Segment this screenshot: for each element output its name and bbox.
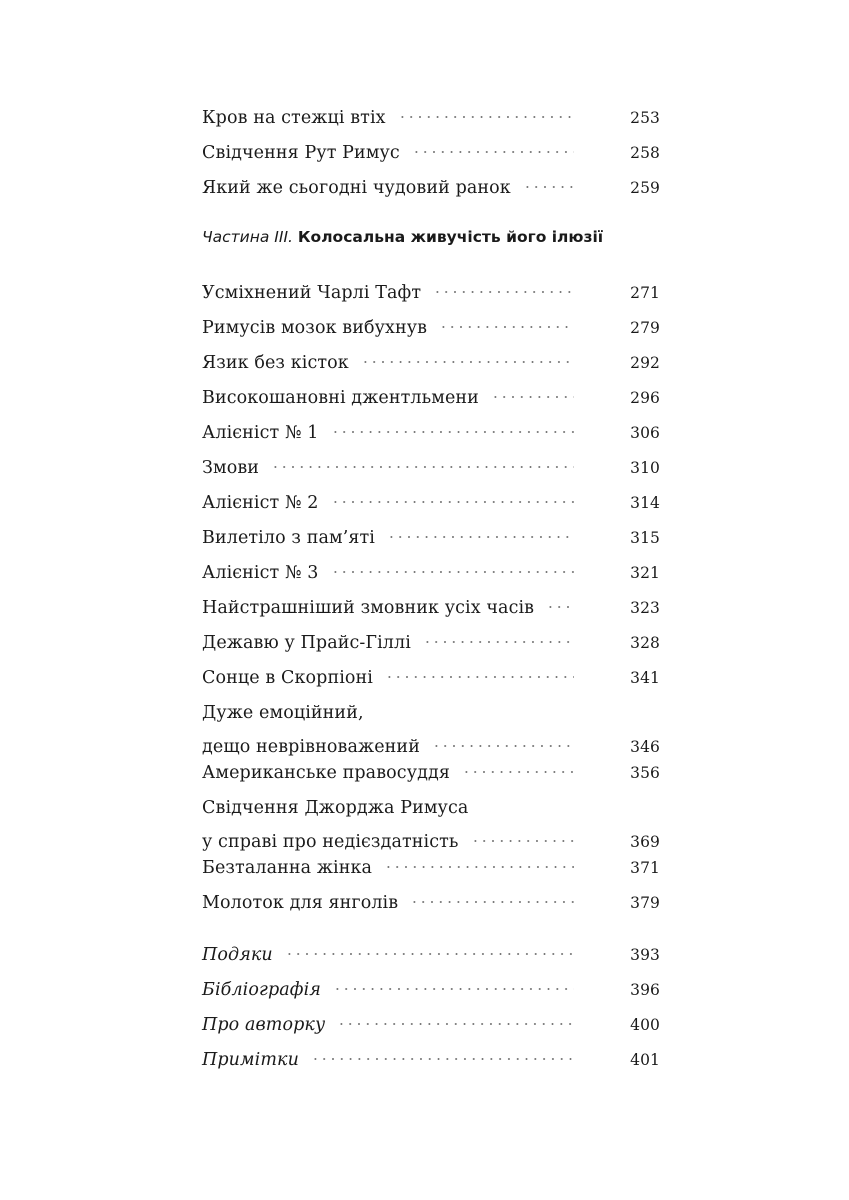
toc-entry-page: 323 xyxy=(630,599,660,617)
dot-leader xyxy=(285,953,574,955)
dot-leader xyxy=(331,501,574,503)
toc-entry-page: 369 xyxy=(630,833,660,851)
toc-entry-title: Подяки xyxy=(202,945,273,965)
toc-entry[interactable] xyxy=(202,591,660,625)
dot-leader xyxy=(384,866,574,868)
toc-entry-page: 306 xyxy=(630,424,660,442)
toc-entry-title: Американське правосуддя xyxy=(202,763,450,783)
dot-leader xyxy=(433,291,574,293)
toc-entry-page: 379 xyxy=(630,894,660,912)
toc-entry-title-line1: Дуже емоційний, xyxy=(202,703,364,723)
toc-entry-title: Усміхнений Чарлі Тафт xyxy=(202,283,422,303)
toc-entry-title: Найстрашніший змовник усіх часів xyxy=(202,598,535,618)
dot-leader xyxy=(387,536,574,538)
toc-entry-page: 393 xyxy=(630,946,660,964)
toc-entry-title: Безталанна жінка xyxy=(202,858,373,878)
toc-entry-page: 400 xyxy=(630,1016,660,1034)
toc-entry-page: 296 xyxy=(630,389,660,407)
toc-entry-page: 396 xyxy=(630,981,660,999)
toc-entry-back-matter[interactable] xyxy=(202,1008,660,1042)
toc-entry-page: 341 xyxy=(630,669,660,687)
toc-entry[interactable] xyxy=(202,886,660,920)
dot-leader xyxy=(398,116,574,118)
toc-entry-page: 371 xyxy=(630,859,660,877)
toc-entry[interactable] xyxy=(202,756,660,790)
toc-entry-title: Який же сьогодні чудовий ранок xyxy=(202,178,511,198)
toc-entry-page: 310 xyxy=(630,459,660,477)
toc-entry[interactable] xyxy=(202,556,660,590)
dot-leader xyxy=(546,606,574,608)
dot-leader xyxy=(331,431,574,433)
toc-entry[interactable] xyxy=(202,486,660,520)
toc-entry-page: 356 xyxy=(630,764,660,782)
toc-entry-title: Алієніст № 1 xyxy=(202,423,319,443)
dot-leader xyxy=(410,901,574,903)
toc-entry[interactable] xyxy=(202,626,660,660)
toc-entry-page: 259 xyxy=(630,179,660,197)
toc-entry-title-line1: Свідчення Джорджа Римуса xyxy=(202,798,469,818)
dot-leader xyxy=(432,745,574,747)
dot-leader xyxy=(462,771,574,773)
toc-entry[interactable] xyxy=(202,661,660,695)
toc-entry-title: Кров на стежці втіх xyxy=(202,108,386,128)
toc-entry[interactable] xyxy=(202,136,660,170)
toc-entry-title: Язик без кісток xyxy=(202,353,349,373)
dot-leader xyxy=(523,186,574,188)
toc-entry[interactable] xyxy=(202,451,660,485)
dot-leader xyxy=(412,151,574,153)
toc-entry-title: Римусів мозок вибухнув xyxy=(202,318,428,338)
toc-entry-page: 279 xyxy=(630,319,660,337)
toc-entry-title: Дежавю у Прайс-Гіллі xyxy=(202,633,411,653)
toc-entry-title: Про авторку xyxy=(202,1015,326,1035)
dot-leader xyxy=(311,1058,574,1060)
toc-entry-title: дещо неврівноважений xyxy=(202,737,420,757)
toc-entry[interactable] xyxy=(202,276,660,310)
toc-entry-page: 328 xyxy=(630,634,660,652)
dot-leader xyxy=(385,676,574,678)
dot-leader xyxy=(333,988,574,990)
toc-entry-title: у справі про недієздатність xyxy=(202,832,459,852)
toc-entry-page: 321 xyxy=(630,564,660,582)
toc-entry[interactable] xyxy=(202,521,660,555)
toc-entry[interactable] xyxy=(202,851,660,885)
toc-entry-page: 401 xyxy=(630,1051,660,1069)
toc-entry-title: Примітки xyxy=(202,1050,299,1070)
dot-leader xyxy=(439,326,574,328)
toc-entry-multiline[interactable] xyxy=(202,696,660,764)
dot-leader xyxy=(271,466,574,468)
toc-entry-page: 253 xyxy=(630,109,660,127)
dot-leader xyxy=(361,361,574,363)
toc-entry-title: Сонце в Скорпіоні xyxy=(202,668,374,688)
toc-entry-page: 258 xyxy=(630,144,660,162)
part-label: Частина III. xyxy=(202,228,293,246)
dot-leader xyxy=(337,1023,574,1025)
toc-entry[interactable] xyxy=(202,381,660,415)
toc-entry[interactable] xyxy=(202,416,660,450)
toc-entry[interactable] xyxy=(202,311,660,345)
toc-entry-back-matter[interactable] xyxy=(202,1043,660,1077)
toc-entry-page: 292 xyxy=(630,354,660,372)
toc-entry-title: Змови xyxy=(202,458,260,478)
toc-entry-title: Бібліографія xyxy=(202,980,321,1000)
part-title: Колосальна живучість його ілюзії xyxy=(297,228,604,246)
dot-leader xyxy=(331,571,574,573)
toc-entry-multiline[interactable] xyxy=(202,791,660,859)
toc-entry-title: Високошановні джентльмени xyxy=(202,388,479,408)
toc-entry[interactable] xyxy=(202,346,660,380)
toc-entry-back-matter[interactable] xyxy=(202,938,660,972)
toc-entry-title: Молоток для янголів xyxy=(202,893,399,913)
toc-entry-page: 314 xyxy=(630,494,660,512)
toc-entry-page: 346 xyxy=(630,738,660,756)
dot-leader xyxy=(491,396,574,398)
toc-entry-page: 271 xyxy=(630,284,660,302)
toc-entry-page: 315 xyxy=(630,529,660,547)
toc-entry-title: Вилетіло з пам’яті xyxy=(202,528,375,548)
toc-entry[interactable] xyxy=(202,171,660,205)
toc-entry[interactable] xyxy=(202,101,660,135)
toc-entry-back-matter[interactable] xyxy=(202,973,660,1007)
part-heading xyxy=(202,228,603,246)
toc-entry-title: Свідчення Рут Римус xyxy=(202,143,400,163)
toc-entry-title: Алієніст № 3 xyxy=(202,563,319,583)
dot-leader xyxy=(423,641,574,643)
dot-leader xyxy=(471,840,574,842)
toc-entry-title: Алієніст № 2 xyxy=(202,493,319,513)
